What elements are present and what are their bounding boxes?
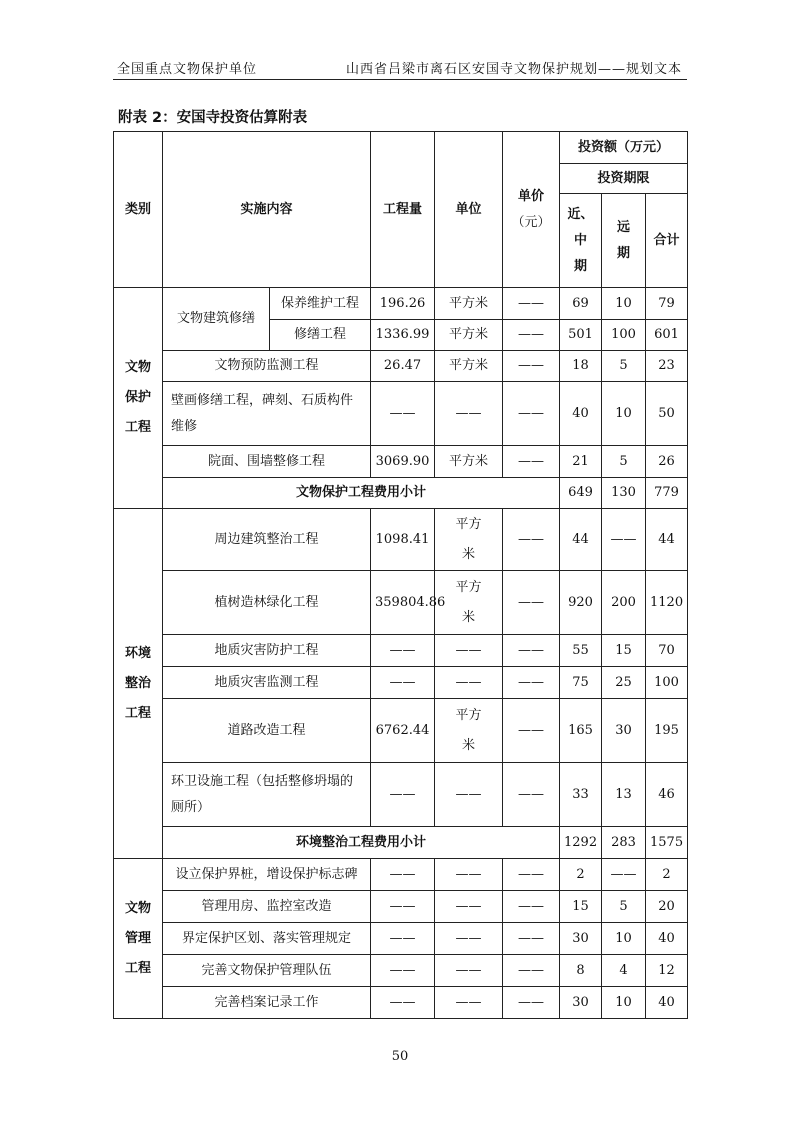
unit-cell: —— [435, 987, 503, 1019]
price-cell: —— [503, 987, 560, 1019]
table-row [114, 763, 688, 827]
total-cell: 70 [646, 635, 688, 667]
quantity-cell: 26.47 [371, 351, 435, 382]
total-cell: 779 [646, 478, 688, 509]
total-cell: 40 [646, 987, 688, 1019]
price-cell: —— [503, 635, 560, 667]
price-cell: —— [503, 288, 560, 320]
price-cell: —— [503, 699, 560, 763]
table-row [114, 446, 688, 478]
table-row [114, 859, 688, 891]
category-cell [114, 859, 163, 1019]
category-line: 管理 [124, 930, 151, 946]
far-cell: 100 [602, 320, 646, 351]
far-cell: 15 [602, 635, 646, 667]
total-cell: 26 [646, 446, 688, 478]
table-row [114, 635, 688, 667]
near-cell: 501 [560, 320, 602, 351]
unit-line: 平方 [455, 516, 482, 532]
price-cell: —— [503, 351, 560, 382]
total-cell: 1120 [646, 571, 688, 635]
price-cell: —— [503, 955, 560, 987]
near-cell: 8 [560, 955, 602, 987]
price-cell: —— [503, 382, 560, 446]
quantity-cell: 1098.41 [371, 509, 435, 571]
near-cell: 21 [560, 446, 602, 478]
header-near-line1: 近、 [567, 206, 594, 222]
table-row [114, 987, 688, 1019]
table-row [114, 509, 688, 571]
far-cell: 283 [602, 827, 646, 859]
content-cell: 完善文物保护管理队伍 [163, 955, 371, 987]
total-cell: 79 [646, 288, 688, 320]
unit-line: 平方 [455, 579, 482, 595]
header-total: 合计 [646, 194, 688, 288]
page-number: 50 [391, 1049, 409, 1064]
table-row [114, 288, 688, 320]
content-cell: 环卫设施工程（包括整修坍塌的厕所） [163, 763, 371, 827]
far-cell: 5 [602, 351, 646, 382]
content-cell: 地质灾害监测工程 [163, 667, 371, 699]
unit-cell [435, 699, 503, 763]
far-cell: 30 [602, 699, 646, 763]
unit-cell: —— [435, 923, 503, 955]
far-cell: 5 [602, 446, 646, 478]
price-cell: —— [503, 859, 560, 891]
quantity-cell: —— [371, 382, 435, 446]
unit-cell: —— [435, 382, 503, 446]
header-quantity: 工程量 [371, 132, 435, 288]
far-cell: 130 [602, 478, 646, 509]
subtotal-label: 文物保护工程费用小计 [163, 478, 560, 509]
near-cell: 55 [560, 635, 602, 667]
far-cell: 25 [602, 667, 646, 699]
quantity-cell: —— [371, 955, 435, 987]
content-cell: 道路改造工程 [163, 699, 371, 763]
unit-cell: 平方米 [435, 446, 503, 478]
content-cell: 保养维护工程 [270, 288, 371, 320]
unit-line: 平方 [455, 707, 482, 723]
near-cell: 30 [560, 923, 602, 955]
category-cell [114, 509, 163, 859]
category-line: 工程 [124, 705, 151, 721]
category-cell [114, 288, 163, 509]
content-cell: 文物预防监测工程 [163, 351, 371, 382]
unit-line: 米 [462, 609, 476, 625]
far-cell: 4 [602, 955, 646, 987]
quantity-cell: —— [371, 923, 435, 955]
far-cell: 10 [602, 288, 646, 320]
table-row [114, 955, 688, 987]
header-far-term [602, 194, 646, 288]
far-cell: 10 [602, 987, 646, 1019]
header-category: 类别 [114, 132, 163, 288]
subtotal-row [114, 827, 688, 859]
price-cell: —— [503, 667, 560, 699]
header-near-line3: 期 [574, 258, 588, 274]
unit-cell: —— [435, 667, 503, 699]
price-cell: —— [503, 509, 560, 571]
table-row [114, 923, 688, 955]
quantity-cell: 359804.86 [371, 571, 435, 635]
far-cell: 200 [602, 571, 646, 635]
price-cell: —— [503, 891, 560, 923]
unit-cell: 平方米 [435, 351, 503, 382]
quantity-cell: —— [371, 763, 435, 827]
content-cell: 地质灾害防护工程 [163, 635, 371, 667]
near-cell: 44 [560, 509, 602, 571]
table-row [114, 382, 688, 446]
header-far-line1: 远 [617, 219, 631, 235]
total-cell: 23 [646, 351, 688, 382]
near-cell: 33 [560, 763, 602, 827]
header-content: 实施内容 [163, 132, 371, 288]
header-right: 山西省吕梁市离石区安国寺文物保护规划——规划文本 [345, 62, 682, 77]
near-cell: 75 [560, 667, 602, 699]
table-row [114, 667, 688, 699]
total-cell: 40 [646, 923, 688, 955]
quantity-cell: 6762.44 [371, 699, 435, 763]
total-cell: 100 [646, 667, 688, 699]
far-cell: 10 [602, 382, 646, 446]
category-line: 环境 [124, 645, 151, 661]
total-cell: 46 [646, 763, 688, 827]
subtotal-label: 环境整治工程费用小计 [163, 827, 560, 859]
unit-cell: —— [435, 635, 503, 667]
table-row [114, 571, 688, 635]
content-cell: 管理用房、监控室改造 [163, 891, 371, 923]
unit-line: 米 [462, 546, 476, 562]
content-cell: 植树造林绿化工程 [163, 571, 371, 635]
unit-cell: —— [435, 859, 503, 891]
header-period: 投资期限 [560, 164, 688, 194]
price-cell: —— [503, 923, 560, 955]
header-unit-price [503, 132, 560, 288]
content-cell: 院面、围墙整修工程 [163, 446, 371, 478]
content-cell: 界定保护区划、落实管理规定 [163, 923, 371, 955]
unit-cell: 平方米 [435, 288, 503, 320]
content-cell: 设立保护界桩，增设保护标志碑 [163, 859, 371, 891]
header-near-line2: 中 [574, 232, 588, 248]
far-cell: 13 [602, 763, 646, 827]
far-cell: —— [602, 509, 646, 571]
quantity-cell: —— [371, 667, 435, 699]
content-cell: 周边建筑整治工程 [163, 509, 371, 571]
total-cell: 2 [646, 859, 688, 891]
price-cell: —— [503, 763, 560, 827]
unit-cell: —— [435, 955, 503, 987]
unit-line: 米 [462, 737, 476, 753]
total-cell: 50 [646, 382, 688, 446]
near-cell: 165 [560, 699, 602, 763]
unit-cell: 平方米 [435, 320, 503, 351]
price-cell: —— [503, 446, 560, 478]
total-cell: 195 [646, 699, 688, 763]
header-unit-price-line1: 单价 [518, 188, 545, 204]
content-cell: 壁画修缮工程，碑刻、石质构件维修 [163, 382, 371, 446]
near-cell: 920 [560, 571, 602, 635]
quantity-cell: —— [371, 987, 435, 1019]
header-left: 全国重点文物保护单位 [117, 62, 258, 77]
header-near-term [560, 194, 602, 288]
far-cell: 5 [602, 891, 646, 923]
quantity-cell: 3069.90 [371, 446, 435, 478]
total-cell: 44 [646, 509, 688, 571]
near-cell: 18 [560, 351, 602, 382]
price-cell: —— [503, 571, 560, 635]
header-rule [113, 79, 687, 80]
total-cell: 12 [646, 955, 688, 987]
content-cell: 修缮工程 [270, 320, 371, 351]
unit-cell: —— [435, 891, 503, 923]
near-cell: 649 [560, 478, 602, 509]
far-cell: —— [602, 859, 646, 891]
quantity-cell: —— [371, 859, 435, 891]
category-line: 文物 [124, 900, 151, 916]
table-caption: 附表 2：安国寺投资估算附表 [118, 110, 308, 126]
quantity-cell: 1336.99 [371, 320, 435, 351]
quantity-cell: —— [371, 635, 435, 667]
header-unit: 单位 [435, 132, 503, 288]
total-cell: 601 [646, 320, 688, 351]
unit-cell [435, 509, 503, 571]
near-cell: 30 [560, 987, 602, 1019]
investment-table [113, 131, 688, 1019]
category-line: 工程 [124, 420, 151, 435]
header-unit-price-line2: （元） [511, 214, 551, 230]
content-cell: 完善档案记录工作 [163, 987, 371, 1019]
table-row [114, 351, 688, 382]
group-label: 文物建筑修缮 [163, 288, 270, 351]
quantity-cell: —— [371, 891, 435, 923]
total-cell: 20 [646, 891, 688, 923]
near-cell: 40 [560, 382, 602, 446]
header-far-line2: 期 [617, 245, 631, 261]
category-line: 保护 [124, 390, 151, 405]
total-cell: 1575 [646, 827, 688, 859]
table-row [114, 699, 688, 763]
near-cell: 15 [560, 891, 602, 923]
near-cell: 2 [560, 859, 602, 891]
far-cell: 10 [602, 923, 646, 955]
near-cell: 69 [560, 288, 602, 320]
table-row [114, 891, 688, 923]
category-line: 整治 [124, 675, 151, 691]
subtotal-row [114, 478, 688, 509]
quantity-cell: 196.26 [371, 288, 435, 320]
price-cell: —— [503, 320, 560, 351]
header-investment: 投资额（万元） [560, 132, 688, 164]
unit-cell: —— [435, 763, 503, 827]
category-line: 文物 [124, 360, 151, 375]
category-line: 工程 [124, 960, 151, 976]
near-cell: 1292 [560, 827, 602, 859]
